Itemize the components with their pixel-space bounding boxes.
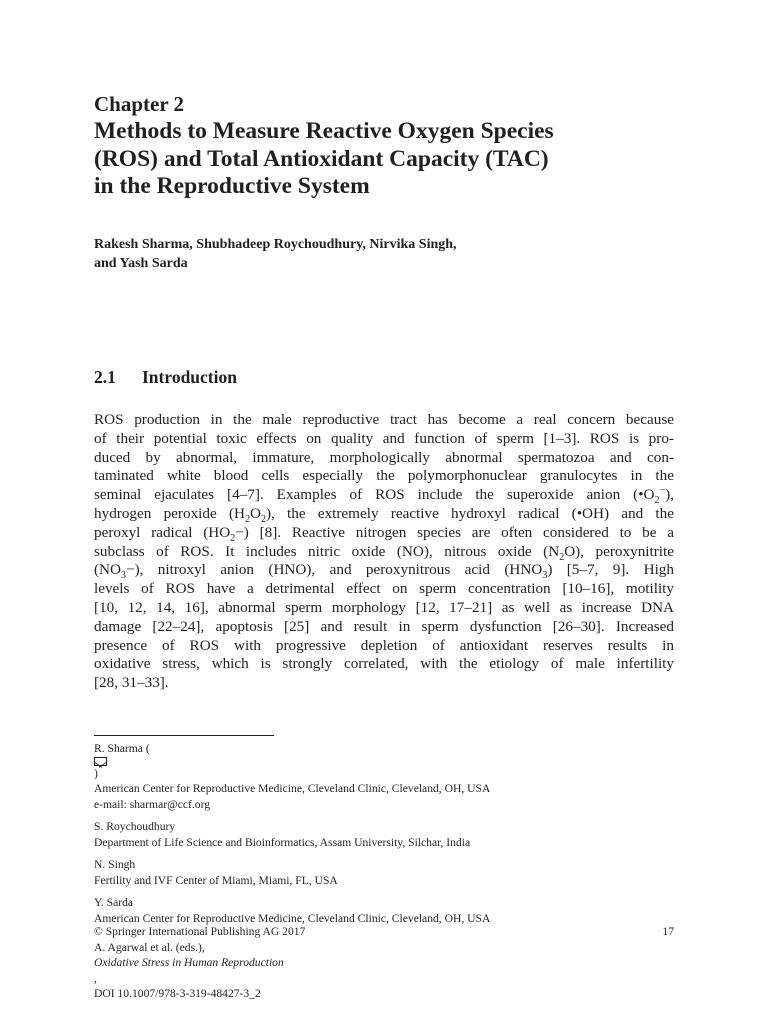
paragraph-line: damage [22–24], apoptosis [25] and result in sperm dysfunction [26–30]. Increased [94, 617, 674, 635]
text-run: O), peroxynitrite [564, 542, 674, 560]
chapter-label: Chapter 2 [94, 92, 185, 116]
text-run: seminal ejaculates [4–7]. Examples of ROS include the superoxide anion (•O [94, 486, 655, 504]
paragraph-line: of their potential toxic effects on quality and function of sperm [1–3]. ROS is pro- [94, 429, 674, 447]
doi-line: DOI 10.1007/978-3-319-48427-3_2 [94, 987, 261, 1000]
paragraph-line [94, 561, 674, 580]
text-run: ), [665, 486, 674, 504]
text-run: ), the extremely reactive hydroxyl radical (•OH) and the [265, 504, 674, 522]
author-line: Rakesh Sharma, Shubhadeep Roychoudhury, Nirvika Singh, [94, 237, 457, 252]
footnote-sarda [94, 895, 490, 926]
text-run: O [249, 504, 261, 522]
paragraph-line: levels of ROS have a detrimental effect on sperm concentration [10–16], motility [94, 580, 674, 598]
subscript: 2 [559, 551, 565, 563]
author-footnotes [94, 741, 490, 933]
chapter-title-line: Methods to Measure Reactive Oxygen Species [94, 118, 554, 144]
footnote-affiliation: Fertility and IVF Center of Miami, Miami, FL, USA [94, 873, 338, 887]
section-number: 2.1 [94, 367, 116, 387]
paragraph-line: oxidative stress, which is strongly correlated, with the etiology of male infertility [94, 655, 674, 673]
footnote-affiliation: American Center for Reproductive Medicine, Cleveland Clinic, Cleveland, OH, USA [94, 782, 491, 795]
chapter-title-line: (ROS) and Total Antioxidant Capacity (TAC) [94, 145, 549, 172]
footnote-singh [94, 857, 490, 888]
book-title: Oxidative Stress in Human Reproduction [94, 956, 284, 969]
text-run: (NO [94, 561, 121, 579]
paragraph-line: [28, 31–33]. [94, 674, 169, 692]
text-run: ) [5–7, 9]. High [547, 561, 674, 579]
paragraph-line [94, 543, 674, 562]
footnote-sharma [94, 741, 490, 812]
footnote-name: S. Roychoudhury [94, 820, 176, 833]
paragraph-line [94, 486, 674, 505]
paragraph-line: [10, 12, 14, 16], abnormal sperm morphology [12, 17–21] as well as increase DNA [94, 598, 674, 616]
text-run: −) [8]. Reactive nitrogen species are often considered to be a [235, 523, 674, 541]
footnote-email: e-mail: sharmar@ccf.org [94, 797, 211, 811]
footnote-name: N. Singh [94, 858, 136, 871]
publication-imprint [94, 924, 305, 1002]
subscript: 2 [244, 514, 250, 526]
footnote-name: Y. Sarda [94, 896, 134, 909]
footnote-roychoudhury [94, 819, 490, 850]
paragraph-line: duced by abnormal, immature, morphologically abnormal spermatozoa and con- [94, 448, 674, 466]
subscript: 2 [230, 532, 236, 544]
subscript: 2 [654, 495, 660, 507]
envelope-icon[interactable] [94, 757, 107, 766]
paragraph-line [94, 524, 674, 543]
chapter-title-line: in the Reproductive System [94, 173, 370, 199]
author-list [94, 235, 457, 273]
paragraph-line [94, 505, 674, 524]
copyright-line: © Springer International Publishing AG 2017 [94, 925, 306, 938]
editors-line [94, 940, 305, 987]
subscript: 2 [260, 514, 266, 526]
paragraph-line: presence of ROS with progressive depletion of antioxidant reserves results in [94, 636, 674, 654]
text-run: hydrogen peroxide (H [94, 504, 245, 522]
introduction-paragraph [94, 411, 674, 693]
editors-prefix: A. Agarwal et al. (eds.), [94, 940, 205, 954]
footnote-name [94, 741, 490, 781]
text-run: −), nitroxyl anion (HNO), and peroxynitrous acid (HNO [126, 561, 543, 579]
editors-suffix: , [94, 971, 97, 985]
subscript: 3 [542, 570, 548, 582]
section-heading [94, 366, 237, 388]
subscript: 3 [121, 570, 126, 582]
text-run: peroxyl radical (HO [94, 523, 231, 541]
footnote-divider [94, 735, 274, 736]
footnote-affiliation: Department of Life Science and Bioinformatics, Assam University, Silchar, India [94, 835, 471, 849]
author-line: and Yash Sarda [94, 256, 188, 271]
paragraph-line: ROS production in the male reproductive tract has become a real concern because [94, 411, 674, 428]
text-run: subclass of ROS. It includes nitric oxide (NO), nitrous oxide (N [94, 542, 560, 560]
footnote-name-text: R. Sharma ( [94, 742, 150, 755]
page [94, 0, 674, 1024]
paragraph-line: taminated white blood cells especially the polymorphonuclear granulocytes in the [94, 467, 674, 485]
footnote-affiliation: American Center for Reproductive Medicine, Cleveland Clinic, Cleveland, OH, USA [94, 911, 491, 925]
section-title: Introduction [142, 367, 237, 387]
footnote-name-close: ) [94, 766, 98, 780]
superscript: − [659, 485, 666, 497]
chapter-title [94, 118, 674, 201]
page-number: 17 [662, 925, 674, 938]
